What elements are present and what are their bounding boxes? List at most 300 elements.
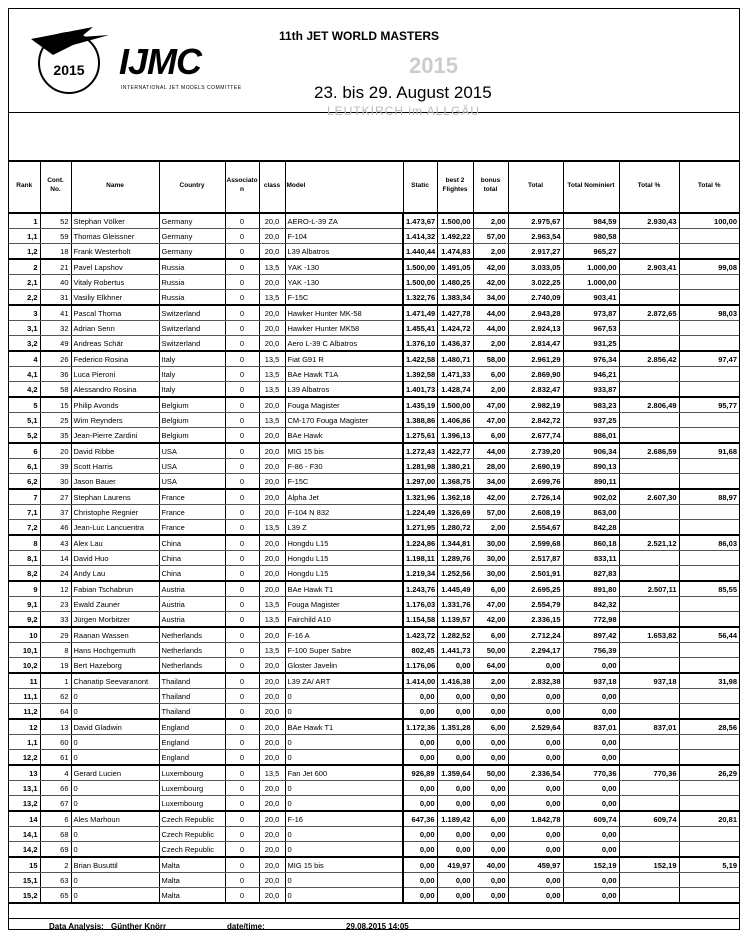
row-association: 0 [225, 259, 259, 275]
row-total: 3.033,05 [508, 259, 563, 275]
row-static: 1.471,49 [403, 305, 437, 321]
row-best2-flights: 1.331,76 [437, 597, 473, 612]
row-name: Alessandro Rosina [71, 382, 159, 398]
row-country: Austria [159, 597, 225, 612]
row-cont-no: 35 [40, 428, 71, 444]
row-bonus-total: 42,00 [473, 612, 508, 628]
row-association: 0 [225, 321, 259, 336]
table-row [9, 459, 739, 474]
row-total: 2.975,67 [508, 213, 563, 229]
row-total-pct [619, 336, 679, 352]
row-rank: 14,2 [9, 842, 40, 858]
row-association: 0 [225, 244, 259, 260]
row-name: Jean-Pierre Zardini [71, 428, 159, 444]
row-model: F-15C [285, 474, 403, 490]
row-cont-no: 15 [40, 397, 71, 413]
row-class: 20,0 [259, 535, 285, 551]
table-row [9, 305, 739, 321]
row-class: 13,5 [259, 643, 285, 658]
row-cont-no: 40 [40, 275, 71, 290]
row-country: Italy [159, 351, 225, 367]
ijmc-logo-subtitle: INTERNATIONAL JET MODELS COMMITTEE [121, 85, 242, 91]
row-total-nominiert: 0,00 [563, 781, 619, 796]
table-row [9, 781, 739, 796]
row-class: 13,5 [259, 259, 285, 275]
row-model: BAe Hawk T1A [285, 367, 403, 382]
table-row [9, 827, 739, 842]
row-static: 0,00 [403, 827, 437, 842]
row-best2-flights: 1.282,52 [437, 627, 473, 643]
row-country: Malta [159, 888, 225, 904]
row-total-pct2 [679, 367, 739, 382]
row-total-nominiert: 931,25 [563, 336, 619, 352]
row-bonus-total: 58,00 [473, 351, 508, 367]
table-row [9, 796, 739, 812]
row-bonus-total: 6,00 [473, 581, 508, 597]
row-total: 2.554,67 [508, 520, 563, 536]
row-best2-flights: 1.396,13 [437, 428, 473, 444]
row-rank: 14 [9, 811, 40, 827]
row-bonus-total: 0,00 [473, 827, 508, 842]
row-best2-flights: 1.362,18 [437, 489, 473, 505]
row-bonus-total: 0,00 [473, 704, 508, 720]
row-total-pct2 [679, 321, 739, 336]
row-best2-flights: 1.380,21 [437, 459, 473, 474]
row-total-nominiert: 0,00 [563, 689, 619, 704]
row-total-nominiert: 937,18 [563, 673, 619, 689]
row-rank: 6,1 [9, 459, 40, 474]
table-row [9, 505, 739, 520]
row-country: Belgium [159, 428, 225, 444]
row-bonus-total: 57,00 [473, 505, 508, 520]
row-class: 20,0 [259, 244, 285, 260]
row-total: 1.842,78 [508, 811, 563, 827]
row-rank: 15,2 [9, 888, 40, 904]
row-association: 0 [225, 489, 259, 505]
row-model: Fouga Magister [285, 597, 403, 612]
row-name: Andreas Schär [71, 336, 159, 352]
row-name: 0 [71, 827, 159, 842]
table-row [9, 658, 739, 674]
row-total-pct2 [679, 842, 739, 858]
row-cont-no: 69 [40, 842, 71, 858]
row-association: 0 [225, 873, 259, 888]
row-country: USA [159, 443, 225, 459]
row-country: China [159, 566, 225, 582]
row-static: 1.500,00 [403, 275, 437, 290]
row-best2-flights: 0,00 [437, 658, 473, 674]
row-best2-flights: 0,00 [437, 735, 473, 750]
table-row [9, 673, 739, 689]
row-country: Luxembourg [159, 796, 225, 812]
row-model: 0 [285, 750, 403, 766]
row-static: 1.224,49 [403, 505, 437, 520]
row-total: 0,00 [508, 750, 563, 766]
table-row [9, 244, 739, 260]
row-total-pct [619, 658, 679, 674]
row-total-pct [619, 735, 679, 750]
row-cont-no: 46 [40, 520, 71, 536]
row-country: Malta [159, 857, 225, 873]
row-best2-flights: 1.422,77 [437, 443, 473, 459]
row-total-pct2: 100,00 [679, 213, 739, 229]
row-static: 1.500,00 [403, 259, 437, 275]
row-total-nominiert: 983,23 [563, 397, 619, 413]
row-model: 0 [285, 827, 403, 842]
row-best2-flights: 0,00 [437, 704, 473, 720]
row-best2-flights: 1.424,72 [437, 321, 473, 336]
row-model: Fairchild A10 [285, 612, 403, 628]
row-static: 1.401,73 [403, 382, 437, 398]
row-country: Germany [159, 229, 225, 244]
row-static: 0,00 [403, 689, 437, 704]
row-rank: 9,1 [9, 597, 40, 612]
table-row [9, 581, 739, 597]
row-bonus-total: 0,00 [473, 781, 508, 796]
row-cont-no: 24 [40, 566, 71, 582]
row-bonus-total: 2,00 [473, 382, 508, 398]
row-cont-no: 31 [40, 290, 71, 306]
row-total-pct2 [679, 382, 739, 398]
row-country: Netherlands [159, 643, 225, 658]
row-association: 0 [225, 535, 259, 551]
row-total-pct [619, 290, 679, 306]
row-total-pct [619, 704, 679, 720]
row-total-pct2 [679, 689, 739, 704]
row-total-nominiert: 0,00 [563, 750, 619, 766]
row-country: Italy [159, 382, 225, 398]
row-rank: 3,2 [9, 336, 40, 352]
row-cont-no: 4 [40, 765, 71, 781]
row-total: 0,00 [508, 873, 563, 888]
row-total-nominiert: 937,25 [563, 413, 619, 428]
row-model: YAK -130 [285, 275, 403, 290]
col-class: class [259, 160, 285, 213]
row-model: Hongdu L15 [285, 535, 403, 551]
row-total-nominiert: 0,00 [563, 658, 619, 674]
row-total-nominiert: 0,00 [563, 827, 619, 842]
results-table [9, 160, 739, 904]
row-cont-no: 1 [40, 673, 71, 689]
row-total-nominiert: 772,98 [563, 612, 619, 628]
row-best2-flights: 1.471,33 [437, 367, 473, 382]
row-association: 0 [225, 428, 259, 444]
row-bonus-total: 2,00 [473, 520, 508, 536]
row-rank: 1,1 [9, 735, 40, 750]
row-model: 0 [285, 873, 403, 888]
row-total-pct2: 88,97 [679, 489, 739, 505]
row-country: Russia [159, 290, 225, 306]
row-total-pct [619, 428, 679, 444]
row-total-pct2 [679, 520, 739, 536]
row-country: Malta [159, 873, 225, 888]
page-title: 11th JET WORLD MASTERS [279, 29, 440, 43]
row-association: 0 [225, 827, 259, 842]
row-total-pct: 2.686,59 [619, 443, 679, 459]
row-country: Thailand [159, 673, 225, 689]
row-name: Jürgen Morbitzer [71, 612, 159, 628]
table-row [9, 489, 739, 505]
footer [9, 918, 739, 931]
row-country: Czech Republic [159, 842, 225, 858]
row-best2-flights: 1.416,38 [437, 673, 473, 689]
row-association: 0 [225, 413, 259, 428]
row-total-pct: 2.903,41 [619, 259, 679, 275]
table-row [9, 842, 739, 858]
row-country: France [159, 489, 225, 505]
row-name: 0 [71, 873, 159, 888]
col-model: Model [285, 160, 403, 213]
row-total-nominiert: 0,00 [563, 873, 619, 888]
row-class: 20,0 [259, 873, 285, 888]
row-model: Aero L-39 C Albatros [285, 336, 403, 352]
row-model: F-15C [285, 290, 403, 306]
row-association: 0 [225, 811, 259, 827]
row-model: Gloster Javelin [285, 658, 403, 674]
row-total-pct2: 91,68 [679, 443, 739, 459]
row-total-nominiert: 890,13 [563, 459, 619, 474]
row-total-pct2: 56,44 [679, 627, 739, 643]
table-row [9, 336, 739, 352]
row-total-pct2 [679, 275, 739, 290]
row-name: Scott Harris [71, 459, 159, 474]
row-rank: 8,1 [9, 551, 40, 566]
row-model: Hongdu L15 [285, 566, 403, 582]
row-best2-flights: 1.383,34 [437, 290, 473, 306]
row-static: 1.297,00 [403, 474, 437, 490]
row-total: 2.917,27 [508, 244, 563, 260]
row-model: BAe Hawk [285, 428, 403, 444]
row-static: 1.176,03 [403, 597, 437, 612]
row-model: L39 ZA/ ART [285, 673, 403, 689]
row-total-nominiert: 1.000,00 [563, 259, 619, 275]
row-class: 20,0 [259, 689, 285, 704]
row-rank: 3,1 [9, 321, 40, 336]
row-total: 2.832,47 [508, 382, 563, 398]
row-total-nominiert: 976,34 [563, 351, 619, 367]
row-total-pct [619, 413, 679, 428]
row-model: 0 [285, 781, 403, 796]
table-row [9, 535, 739, 551]
row-rank: 15 [9, 857, 40, 873]
row-bonus-total: 50,00 [473, 765, 508, 781]
row-rank: 12 [9, 719, 40, 735]
row-name: 0 [71, 689, 159, 704]
col-total-pct2: Total % [679, 160, 739, 213]
row-total-pct [619, 367, 679, 382]
row-total-pct2: 31,98 [679, 673, 739, 689]
row-total-pct2 [679, 796, 739, 812]
event-dates: 23. bis 29. August 2015 [314, 83, 492, 102]
row-bonus-total: 0,00 [473, 796, 508, 812]
row-bonus-total: 42,00 [473, 275, 508, 290]
row-rank: 9 [9, 581, 40, 597]
row-name: Frank Westerholt [71, 244, 159, 260]
row-model: 0 [285, 735, 403, 750]
row-bonus-total: 0,00 [473, 735, 508, 750]
row-total-nominiert: 886,01 [563, 428, 619, 444]
row-static: 1.455,41 [403, 321, 437, 336]
row-association: 0 [225, 581, 259, 597]
row-name: Stephan Laurens [71, 489, 159, 505]
row-total-pct2 [679, 597, 739, 612]
row-total-pct [619, 612, 679, 628]
row-total: 2.695,25 [508, 581, 563, 597]
row-total-nominiert: 837,01 [563, 719, 619, 735]
row-rank: 8,2 [9, 566, 40, 582]
row-rank: 4 [9, 351, 40, 367]
row-rank: 1,1 [9, 229, 40, 244]
row-total: 0,00 [508, 658, 563, 674]
row-name: Adrian Senn [71, 321, 159, 336]
row-association: 0 [225, 474, 259, 490]
table-row [9, 474, 739, 490]
row-bonus-total: 34,00 [473, 290, 508, 306]
row-name: 0 [71, 888, 159, 904]
row-total-pct [619, 873, 679, 888]
row-total: 2.554,79 [508, 597, 563, 612]
row-best2-flights: 1.492,22 [437, 229, 473, 244]
row-association: 0 [225, 520, 259, 536]
row-country: England [159, 750, 225, 766]
row-static: 1.423,72 [403, 627, 437, 643]
row-class: 20,0 [259, 213, 285, 229]
row-total-pct [619, 566, 679, 582]
row-best2-flights: 1.474,83 [437, 244, 473, 260]
row-total: 2.294,17 [508, 643, 563, 658]
row-name: Wim Reynders [71, 413, 159, 428]
row-class: 20,0 [259, 336, 285, 352]
row-rank: 13,1 [9, 781, 40, 796]
row-static: 0,00 [403, 857, 437, 873]
row-total-nominiert: 827,83 [563, 566, 619, 582]
row-cont-no: 41 [40, 305, 71, 321]
row-static: 1.172,36 [403, 719, 437, 735]
row-rank: 10,1 [9, 643, 40, 658]
row-class: 20,0 [259, 857, 285, 873]
row-total-pct2 [679, 735, 739, 750]
row-model: F-86 - F30 [285, 459, 403, 474]
row-best2-flights: 0,00 [437, 750, 473, 766]
row-total-pct2 [679, 873, 739, 888]
row-association: 0 [225, 443, 259, 459]
row-association: 0 [225, 566, 259, 582]
row-total-pct2: 20,81 [679, 811, 739, 827]
row-total: 2.842,72 [508, 413, 563, 428]
row-total-pct2 [679, 643, 739, 658]
row-country: England [159, 719, 225, 735]
row-name: Andy Lau [71, 566, 159, 582]
row-static: 0,00 [403, 796, 437, 812]
row-class: 20,0 [259, 489, 285, 505]
row-best2-flights: 1.500,00 [437, 397, 473, 413]
row-association: 0 [225, 842, 259, 858]
row-name: David Ribbe [71, 443, 159, 459]
row-association: 0 [225, 505, 259, 520]
row-cont-no: 27 [40, 489, 71, 505]
row-cont-no: 65 [40, 888, 71, 904]
row-cont-no: 43 [40, 535, 71, 551]
row-total: 2.608,19 [508, 505, 563, 520]
row-best2-flights: 1.491,05 [437, 259, 473, 275]
row-total-pct2: 85,55 [679, 581, 739, 597]
row-name: Raanan Wassen [71, 627, 159, 643]
row-total-pct2 [679, 474, 739, 490]
row-country: France [159, 505, 225, 520]
row-country: Italy [159, 367, 225, 382]
row-bonus-total: 42,00 [473, 489, 508, 505]
row-rank: 15,1 [9, 873, 40, 888]
row-name: Pavel Lapshov [71, 259, 159, 275]
row-total-pct [619, 827, 679, 842]
row-association: 0 [225, 367, 259, 382]
row-total-nominiert: 890,11 [563, 474, 619, 490]
row-class: 20,0 [259, 781, 285, 796]
row-model: 0 [285, 888, 403, 904]
row-total-pct2: 86,03 [679, 535, 739, 551]
row-country: USA [159, 459, 225, 474]
row-total-pct [619, 382, 679, 398]
table-row [9, 735, 739, 750]
row-name: 0 [71, 704, 159, 720]
row-cont-no: 21 [40, 259, 71, 275]
row-total: 2.529,64 [508, 719, 563, 735]
row-total-pct: 2.521,12 [619, 535, 679, 551]
row-total-pct: 770,36 [619, 765, 679, 781]
row-bonus-total: 28,00 [473, 459, 508, 474]
row-name: Bert Hazeborg [71, 658, 159, 674]
row-total-pct: 2.872,65 [619, 305, 679, 321]
row-association: 0 [225, 689, 259, 704]
row-class: 20,0 [259, 673, 285, 689]
row-rank: 13 [9, 765, 40, 781]
row-static: 1.414,00 [403, 673, 437, 689]
row-name: Gerard Lucien [71, 765, 159, 781]
row-association: 0 [225, 719, 259, 735]
row-total-pct: 152,19 [619, 857, 679, 873]
row-association: 0 [225, 643, 259, 658]
table-row [9, 551, 739, 566]
row-total-pct2: 26,29 [679, 765, 739, 781]
table-row [9, 857, 739, 873]
row-cont-no: 64 [40, 704, 71, 720]
row-bonus-total: 0,00 [473, 873, 508, 888]
row-bonus-total: 2,00 [473, 213, 508, 229]
row-name: Jean-Luc Lancuentra [71, 520, 159, 536]
row-class: 20,0 [259, 796, 285, 812]
row-total-nominiert: 756,39 [563, 643, 619, 658]
row-total-pct [619, 597, 679, 612]
row-total-nominiert: 609,74 [563, 811, 619, 827]
row-country: USA [159, 474, 225, 490]
row-name: Stephan Völker [71, 213, 159, 229]
row-country: China [159, 535, 225, 551]
row-total-pct: 2.806,49 [619, 397, 679, 413]
row-cont-no: 13 [40, 719, 71, 735]
row-model: AERO-L-39 ZA [285, 213, 403, 229]
row-total-nominiert: 842,28 [563, 520, 619, 536]
row-name: 0 [71, 796, 159, 812]
row-bonus-total: 2,00 [473, 244, 508, 260]
row-total-nominiert: 863,00 [563, 505, 619, 520]
row-static: 1.388,86 [403, 413, 437, 428]
table-row [9, 719, 739, 735]
table-row [9, 627, 739, 643]
row-total-nominiert: 842,32 [563, 597, 619, 612]
row-total-nominiert: 933,87 [563, 382, 619, 398]
row-name: 0 [71, 842, 159, 858]
row-total-pct [619, 275, 679, 290]
